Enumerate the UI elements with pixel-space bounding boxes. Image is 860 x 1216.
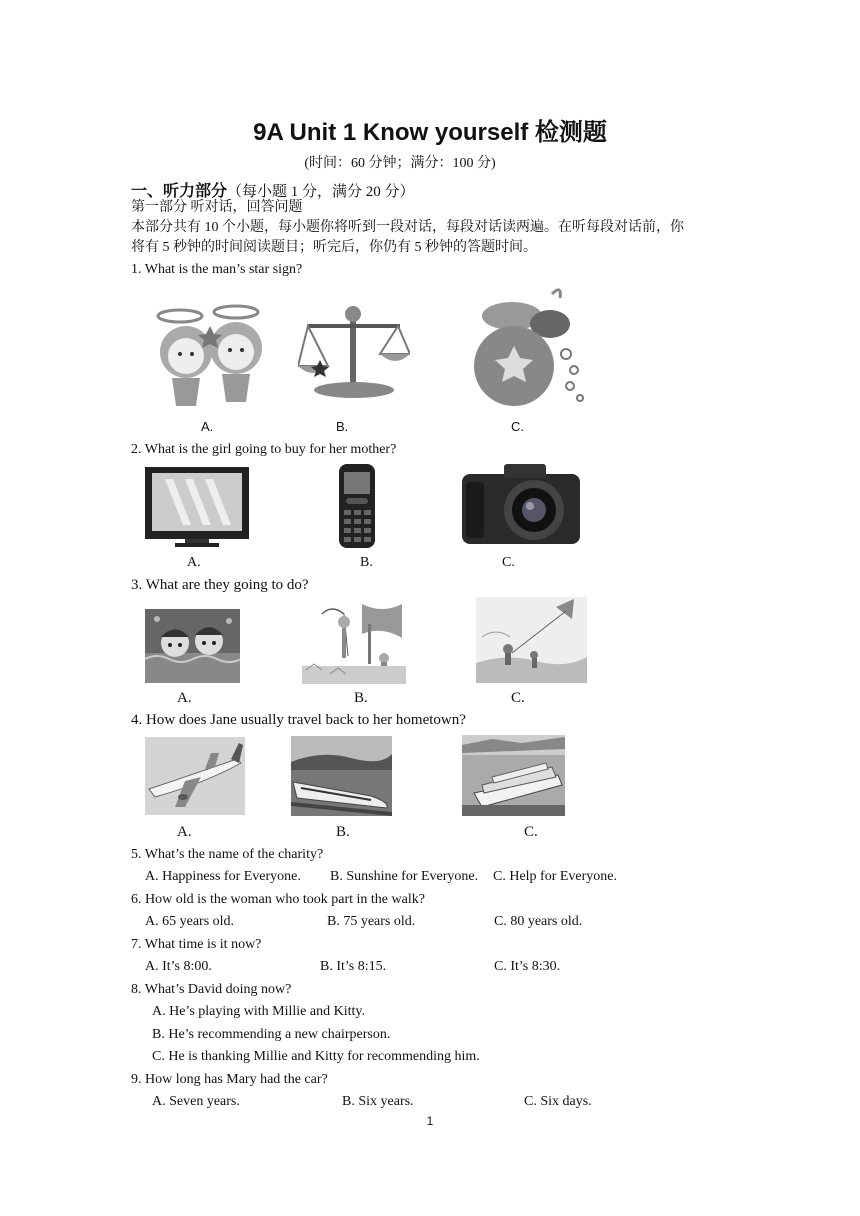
option-b: B. Six years.: [342, 1094, 414, 1109]
swimming-image: [145, 609, 240, 683]
section-note: （每小题 1 分，满分 20 分）: [227, 184, 415, 200]
option-label: C.: [511, 419, 524, 434]
question-5: 5. What’s the name of the charity?: [131, 847, 324, 862]
time-score-subtitle: (时间：60 分钟；满分：100 分): [304, 156, 496, 171]
option-a: A. Happiness for Everyone.: [145, 869, 301, 884]
option-label: C.: [511, 690, 525, 706]
option-a: A. He’s playing with Millie and Kitty.: [152, 1004, 365, 1019]
option-a: A. Seven years.: [152, 1094, 240, 1109]
question-9: 9. How long has Mary had the car?: [131, 1072, 328, 1087]
camera-image: [462, 462, 582, 548]
question-3: 3. What are they going to do?: [131, 577, 309, 593]
question-7: 7. What time is it now?: [131, 937, 262, 952]
question-4: 4. How does Jane usually travel back to her hometown?: [131, 712, 466, 728]
question-6: 6. How old is the woman who took part in the walk?: [131, 892, 425, 907]
instruction-line-2: 将有 5 秒钟的时间阅读题目；听完后，你仍有 5 秒钟的答题时间。: [131, 240, 537, 255]
option-c: C. Six days.: [524, 1094, 592, 1109]
instruction-line-1: 本部分共有 10 个小题，每小题你将听到一段对话，每段对话读两遍。在听每段对话前，你: [131, 220, 684, 235]
option-a: A. 65 years old.: [145, 914, 235, 929]
option-label: C.: [524, 824, 538, 840]
ship-image: [462, 735, 565, 816]
question-8: 8. What’s David doing now?: [131, 982, 292, 997]
option-label: B.: [336, 419, 349, 434]
option-c: C. 80 years old.: [494, 914, 583, 929]
plane-image: [145, 737, 245, 815]
tv-image: [145, 467, 249, 547]
fishing-image: [302, 604, 406, 684]
option-label: A.: [177, 690, 192, 706]
question-2: 2. What is the girl going to buy for her mother?: [131, 442, 397, 457]
train-image: [291, 736, 392, 816]
option-label: B.: [336, 824, 350, 840]
aquarius-image: [462, 284, 590, 410]
option-b: B. He’s recommending a new chairperson.: [152, 1027, 391, 1042]
part-label: 第一部分 听对话，回答问题: [131, 200, 303, 215]
mobile-phone-image: [337, 464, 377, 548]
option-label: B.: [360, 555, 373, 570]
option-c: C. Help for Everyone.: [493, 869, 618, 884]
option-a: A. It’s 8:00.: [145, 959, 212, 974]
page-number: 1: [426, 1114, 434, 1128]
option-label: A.: [187, 555, 201, 570]
section-title: 一、听力部分: [131, 183, 228, 200]
option-label: A.: [201, 419, 214, 434]
option-b: B. It’s 8:15.: [320, 959, 387, 974]
option-b: B. Sunshine for Everyone.: [330, 869, 479, 884]
kite-flying-image: [476, 597, 587, 683]
gemini-image: [150, 298, 272, 410]
option-c: C. He is thanking Millie and Kitty for recommending him.: [152, 1049, 480, 1064]
option-b: B. 75 years old.: [327, 914, 416, 929]
question-1: 1. What is the man’s star sign?: [131, 262, 303, 277]
libra-image: [298, 300, 410, 400]
option-label: B.: [354, 690, 368, 706]
option-label: A.: [177, 824, 192, 840]
option-c: C. It’s 8:30.: [494, 959, 561, 974]
option-label: C.: [502, 555, 515, 570]
page-title: 9A Unit 1 Know yourself 检测题: [253, 119, 607, 146]
